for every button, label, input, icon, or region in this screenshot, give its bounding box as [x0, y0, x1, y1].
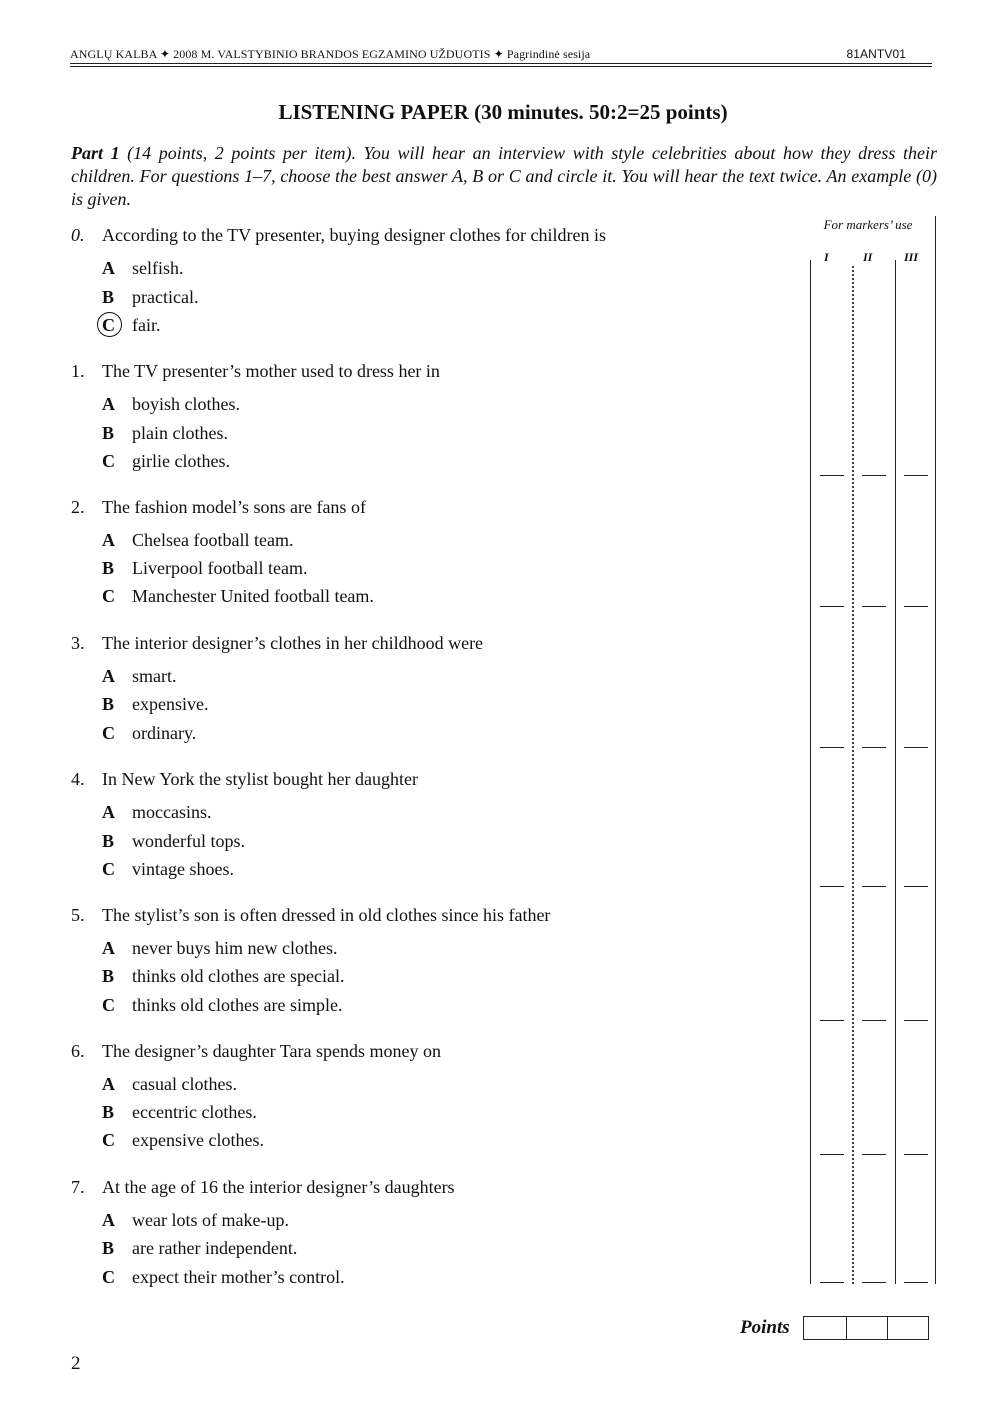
option-text: Chelsea football team. — [132, 530, 294, 550]
option-letter: B — [102, 558, 115, 578]
marker-col-2-label: II — [863, 250, 873, 264]
question-text: At the age of 16 the interior designer’s daughters — [102, 1177, 455, 1197]
option-letter: B — [102, 694, 115, 714]
part-instructions — [71, 142, 937, 211]
points-label: Points — [740, 1317, 790, 1338]
marker-blank[interactable] — [862, 475, 886, 476]
option-letter: B — [102, 1102, 115, 1122]
option-text: wonderful tops. — [132, 831, 245, 851]
option-letter: A — [102, 1210, 115, 1230]
option-text: Liverpool football team. — [132, 558, 308, 578]
question-number: 7. — [71, 1177, 85, 1197]
markers-column — [810, 216, 938, 1286]
option-text: thinks old clothes are simple. — [132, 995, 343, 1015]
marker-col-right-border — [935, 216, 936, 1284]
part-label: Part 1 — [71, 143, 120, 163]
question-text: According to the TV presenter, buying designer clothes for children is — [102, 225, 606, 245]
option-text: Manchester United football team. — [132, 586, 374, 606]
marker-col-divider-dotted — [852, 266, 854, 1284]
option-letter: C — [102, 859, 115, 879]
option-text: vintage shoes. — [132, 859, 234, 879]
option-letter: C — [102, 1130, 115, 1150]
points-box-divider — [887, 1317, 888, 1339]
option-letter: C — [102, 586, 115, 606]
marker-blank[interactable] — [820, 1282, 844, 1283]
marker-blank[interactable] — [904, 606, 928, 607]
option-letter: A — [102, 938, 115, 958]
option-letter: C — [102, 315, 115, 335]
option-letter: A — [102, 394, 115, 414]
option-text: ordinary. — [132, 723, 197, 743]
header-exam-title: ANGLŲ KALBA ✦ 2008 M. VALSTYBINIO BRANDOS EGZAMINO UŽDUOTIS ✦ Pagrindinė sesija — [70, 47, 591, 61]
question-text: The TV presenter’s mother used to dress her in — [102, 361, 440, 381]
option-text: boyish clothes. — [132, 394, 240, 414]
option-letter: A — [102, 1074, 115, 1094]
option-letter: A — [102, 258, 115, 278]
question-number: 0. — [71, 225, 85, 245]
option-text: practical. — [132, 287, 199, 307]
marker-blank[interactable] — [862, 1154, 886, 1155]
marker-blank[interactable] — [862, 747, 886, 748]
question-text: The interior designer’s clothes in her childhood were — [102, 633, 484, 653]
option-text: eccentric clothes. — [132, 1102, 257, 1122]
marker-blank[interactable] — [820, 886, 844, 887]
question-text: The designer’s daughter Tara spends money on — [102, 1041, 441, 1061]
option-text: smart. — [132, 666, 177, 686]
marker-blank[interactable] — [820, 747, 844, 748]
page-title: LISTENING PAPER (30 minutes. 50:2=25 points) — [278, 100, 728, 124]
option-letter: C — [102, 723, 115, 743]
marker-blank[interactable] — [904, 1154, 928, 1155]
marker-col-3-label: III — [904, 250, 919, 264]
question-text: In New York the stylist bought her daughter — [102, 769, 418, 789]
marker-blank[interactable] — [820, 475, 844, 476]
option-text: wear lots of make-up. — [132, 1210, 289, 1230]
option-text: plain clothes. — [132, 423, 228, 443]
option-letter: C — [102, 995, 115, 1015]
option-text: girlie clothes. — [132, 451, 230, 471]
question-number: 6. — [71, 1041, 85, 1061]
option-text: expensive. — [132, 694, 209, 714]
question-number: 4. — [71, 769, 85, 789]
option-letter: C — [102, 451, 115, 471]
marker-blank[interactable] — [820, 1020, 844, 1021]
marker-col-left-border — [810, 260, 811, 1284]
header-code: 81ANTV01 — [846, 47, 906, 61]
header-rule-double — [70, 66, 932, 67]
option-text: never buys him new clothes. — [132, 938, 338, 958]
marker-col-1-label: I — [824, 250, 829, 264]
question-number: 5. — [71, 905, 85, 925]
marker-blank[interactable] — [820, 606, 844, 607]
marker-blank[interactable] — [820, 1154, 844, 1155]
question-number: 1. — [71, 361, 85, 381]
marker-col-divider — [895, 260, 896, 1284]
instructions-text: (14 points, 2 points per item). You will hear an interview with style celebrities about how they dress their children. For questions 1–7, choose the best answer A, B or C and circle it. You will hear the text twice. An example (0) is given. — [71, 143, 937, 209]
option-text: thinks old clothes are special. — [132, 966, 345, 986]
question-number: 3. — [71, 633, 85, 653]
marker-blank[interactable] — [862, 886, 886, 887]
marker-blank[interactable] — [904, 475, 928, 476]
option-text: expect their mother’s control. — [132, 1267, 345, 1287]
option-letter: C — [102, 1267, 115, 1287]
marker-blank[interactable] — [904, 1282, 928, 1283]
marker-blank[interactable] — [904, 886, 928, 887]
option-letter: B — [102, 1238, 115, 1258]
option-text: fair. — [132, 315, 161, 335]
points-box[interactable] — [803, 1316, 929, 1340]
option-letter: B — [102, 287, 115, 307]
option-text: are rather independent. — [132, 1238, 298, 1258]
header-rule — [70, 63, 932, 64]
option-text: expensive clothes. — [132, 1130, 264, 1150]
option-letter: B — [102, 966, 115, 986]
option-text: casual clothes. — [132, 1074, 237, 1094]
marker-blank[interactable] — [862, 1020, 886, 1021]
option-text: selfish. — [132, 258, 184, 278]
points-box-divider — [846, 1317, 847, 1339]
question-text: The fashion model’s sons are fans of — [102, 497, 366, 517]
page-number: 2 — [71, 1353, 81, 1374]
question-text: The stylist’s son is often dressed in old clothes since his father — [102, 905, 551, 925]
option-letter: A — [102, 802, 115, 822]
marker-blank[interactable] — [904, 1020, 928, 1021]
option-letter: B — [102, 831, 115, 851]
markers-title: For markers’ use — [823, 217, 913, 232]
option-letter: B — [102, 423, 115, 443]
marker-blank[interactable] — [904, 747, 928, 748]
option-letter: A — [102, 530, 115, 550]
option-letter: A — [102, 666, 115, 686]
question-number: 2. — [71, 497, 85, 517]
marker-blank[interactable] — [862, 1282, 886, 1283]
option-text: moccasins. — [132, 802, 212, 822]
marker-blank[interactable] — [862, 606, 886, 607]
